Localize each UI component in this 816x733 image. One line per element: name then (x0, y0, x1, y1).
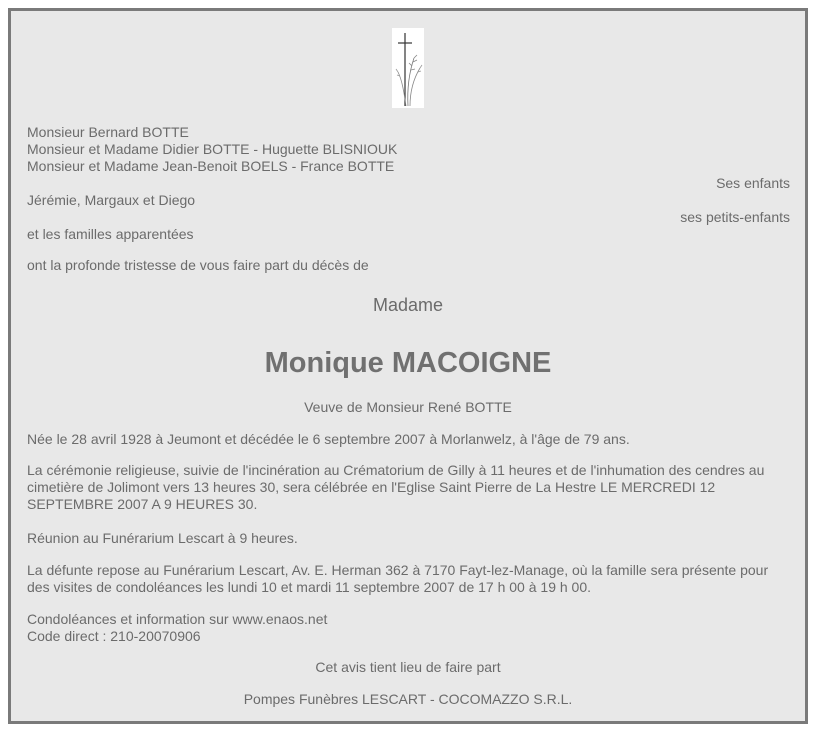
children-label: Ses enfants (716, 175, 790, 191)
obituary-card (8, 8, 808, 724)
ceremony-paragraph: La cérémonie religieuse, suivie de l'incinération au Crématorium de Gilly à 11 heures et de l'inhumation des cendres au cimetière de Jolimont vers 13 heures 30, sera célébrée en l'Eglise Saint Pierre de La Hestre LE MERCREDI 12 SEPTEMBRE 2007 A 9 HEURES 30. (27, 462, 765, 512)
deceased-name: Monique MACOIGNE (264, 347, 552, 379)
family-line-1: Monsieur Bernard BOTTE (27, 124, 189, 140)
grandchildren-label: ses petits-enfants (680, 209, 790, 225)
birth-death-line: Née le 28 avril 1928 à Jeumont et décédée le 6 septembre 2007 à Morlanwelz, à l'âge de 79 ans. (27, 431, 630, 447)
funeral-home: Pompes Funèbres LESCART - COCOMAZZO S.R.L. (243, 691, 573, 707)
family-line-2: Monsieur et Madame Didier BOTTE - Huguette BLISNIOUK (27, 141, 398, 157)
relatives-line: et les familles apparentées (27, 226, 194, 242)
deceased-title: Madame (372, 295, 444, 315)
family-line-3: Monsieur et Madame Jean-Benoit BOELS - France BOTTE (27, 158, 395, 174)
widow-line: Veuve de Monsieur René BOTTE (304, 399, 512, 415)
grandchildren-names: Jérémie, Margaux et Diego (27, 192, 196, 208)
condolences-line-2: Code direct : 210-20070906 (27, 628, 201, 644)
cross-with-wheat-icon (392, 28, 424, 108)
condolences-line-1: Condoléances et information sur www.enaos.net (27, 611, 328, 627)
notice-line: Cet avis tient lieu de faire part (315, 659, 501, 675)
visits-paragraph: La défunte repose au Funérarium Lescart, Av. E. Herman 362 à 7170 Fayt-lez-Manage, où la famille sera présente pour des visites de condoléances les lundi 10 et mardi 11 septembre 2007 de 17 h 00 à 19 h 00. (27, 562, 769, 595)
meeting-line: Réunion au Funérarium Lescart à 9 heures. (27, 530, 298, 546)
announcement-line: ont la profonde tristesse de vous faire part du décès de (27, 257, 369, 273)
